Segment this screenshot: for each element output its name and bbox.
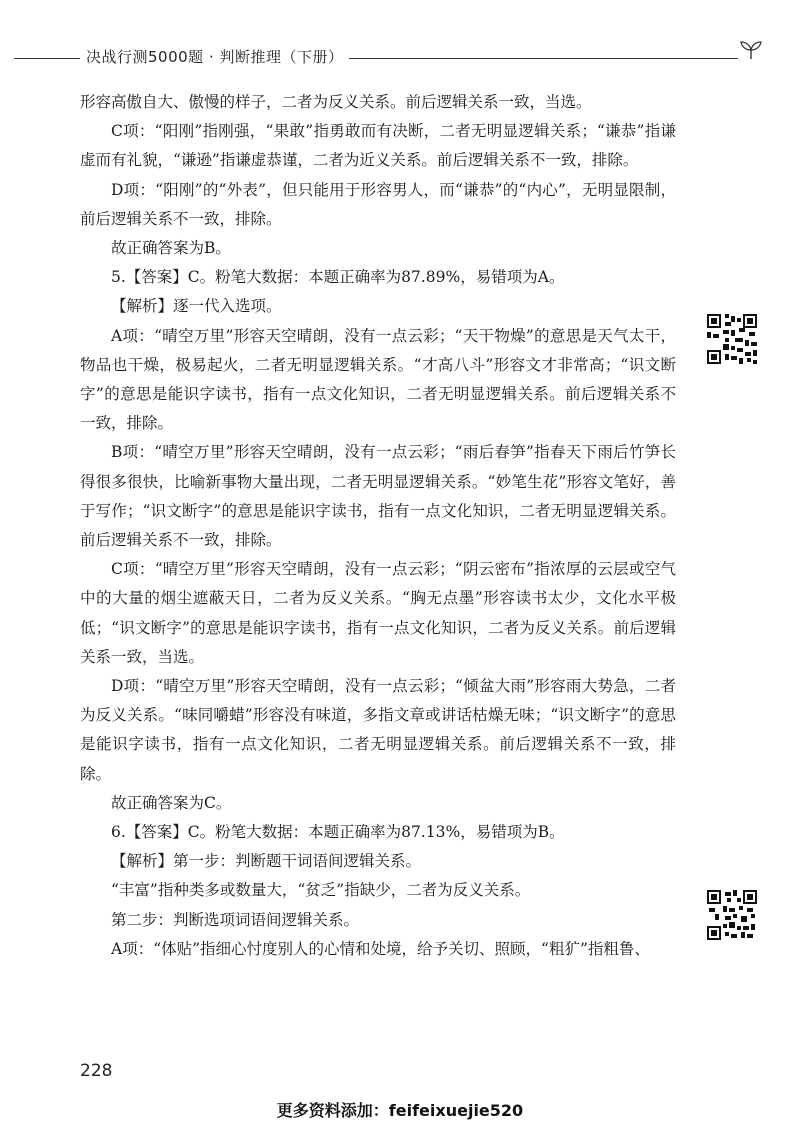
answer-line: 故正确答案为C。: [111, 793, 232, 812]
page-number: 228: [80, 1061, 113, 1081]
paragraph: C项：“晴空万里”形容天空晴朗，没有一点云彩；“阴云密布”指浓厚的云层或空气中的大量的烟尘遮蔽天日，二者为反义关系。“胸无点墨”形容读书太少，文化水平极低；“识文断字”的意思是能识字读书，指有一点文化知识，二者为反义关系。前后逻辑关系一致，当选。: [80, 560, 676, 666]
paragraph: D项：“晴空万里”形容天空晴朗，没有一点云彩；“倾盆大雨”形容雨大势急，二者为反义关系。“味同嚼蜡”形容没有味道，多指文章或讲话枯燥无味；“识文断字”的意思是能识字读书，指有一点文化知识，二者无明显逻辑关系。前后逻辑关系不一致，排除。: [80, 677, 676, 783]
header-rule-right: [312, 58, 738, 59]
paragraph: “丰富”指种类多或数量大，“贫乏”指缺少，二者为反义关系。: [111, 881, 531, 900]
answer-line: 故正确答案为B。: [111, 239, 231, 258]
paragraph: D项：“阳刚”的“外表”，但只能用于形容男人，而“谦恭”的“内心”，无明显限制，前后逻辑关系不一致，排除。: [80, 180, 676, 228]
analysis-heading: 【解析】逐一代入选项。: [111, 297, 282, 316]
analysis-heading: 【解析】第一步：判断题干词语间逻辑关系。: [111, 852, 422, 871]
header-rule-left: [14, 58, 84, 59]
qr-code-icon[interactable]: [707, 314, 757, 364]
paragraph: A项：“晴空万里”形容天空晴朗，没有一点云彩；“天干物燥”的意思是天气太干，物品也干燥，极易起火，二者无明显逻辑关系。“才高八斗”形容文才非常高；“识文断字”的意思是能识字读书，指有一点文化知识，二者无明显逻辑关系。前后逻辑关系不一致，排除。: [80, 326, 676, 433]
footer-note: 更多资料添加：feifeixuejie520: [276, 1101, 524, 1120]
paragraph: B项：“晴空万里”形容天空晴朗，没有一点云彩；“雨后春笋”指春天下雨后竹笋长得很多很快，比喻新事物大量出现，二者无明显逻辑关系。“妙笔生花”形容文笔好，善于写作；“识文断字”的意思是能识字读书，指有一点文化知识，二者无明显逻辑关系。前后逻辑关系不一致，排除。: [80, 443, 676, 550]
paragraph: A项：“体贴”指细心忖度别人的心情和处境，给予关切、照顾，“粗犷”指粗鲁、: [111, 939, 650, 958]
sprout-icon: [738, 40, 764, 60]
answer-heading: 6.【答案】C。粉笔大数据：本题正确率为87.13%，易错项为B。: [111, 823, 565, 842]
paragraph: 形容高傲自大、傲慢的样子，二者为反义关系。前后逻辑关系一致，当选。: [80, 93, 592, 111]
paragraph: 第二步：判断选项词语间逻辑关系。: [111, 910, 360, 929]
answer-heading: 5.【答案】C。粉笔大数据：本题正确率为87.89%，易错项为A。: [111, 268, 565, 287]
paragraph: C项：“阳刚”指刚强，“果敢”指勇敢而有决断，二者无明显逻辑关系；“谦恭”指谦虚而有礼貌，“谦逊”指谦虚恭谨，二者为近义关系。前后逻辑关系不一致，排除。: [80, 122, 676, 170]
page-body: [80, 88, 676, 964]
qr-code-icon[interactable]: [707, 890, 757, 940]
running-header-title: 决战行测5000题 · 判断推理（下册）: [80, 46, 349, 67]
